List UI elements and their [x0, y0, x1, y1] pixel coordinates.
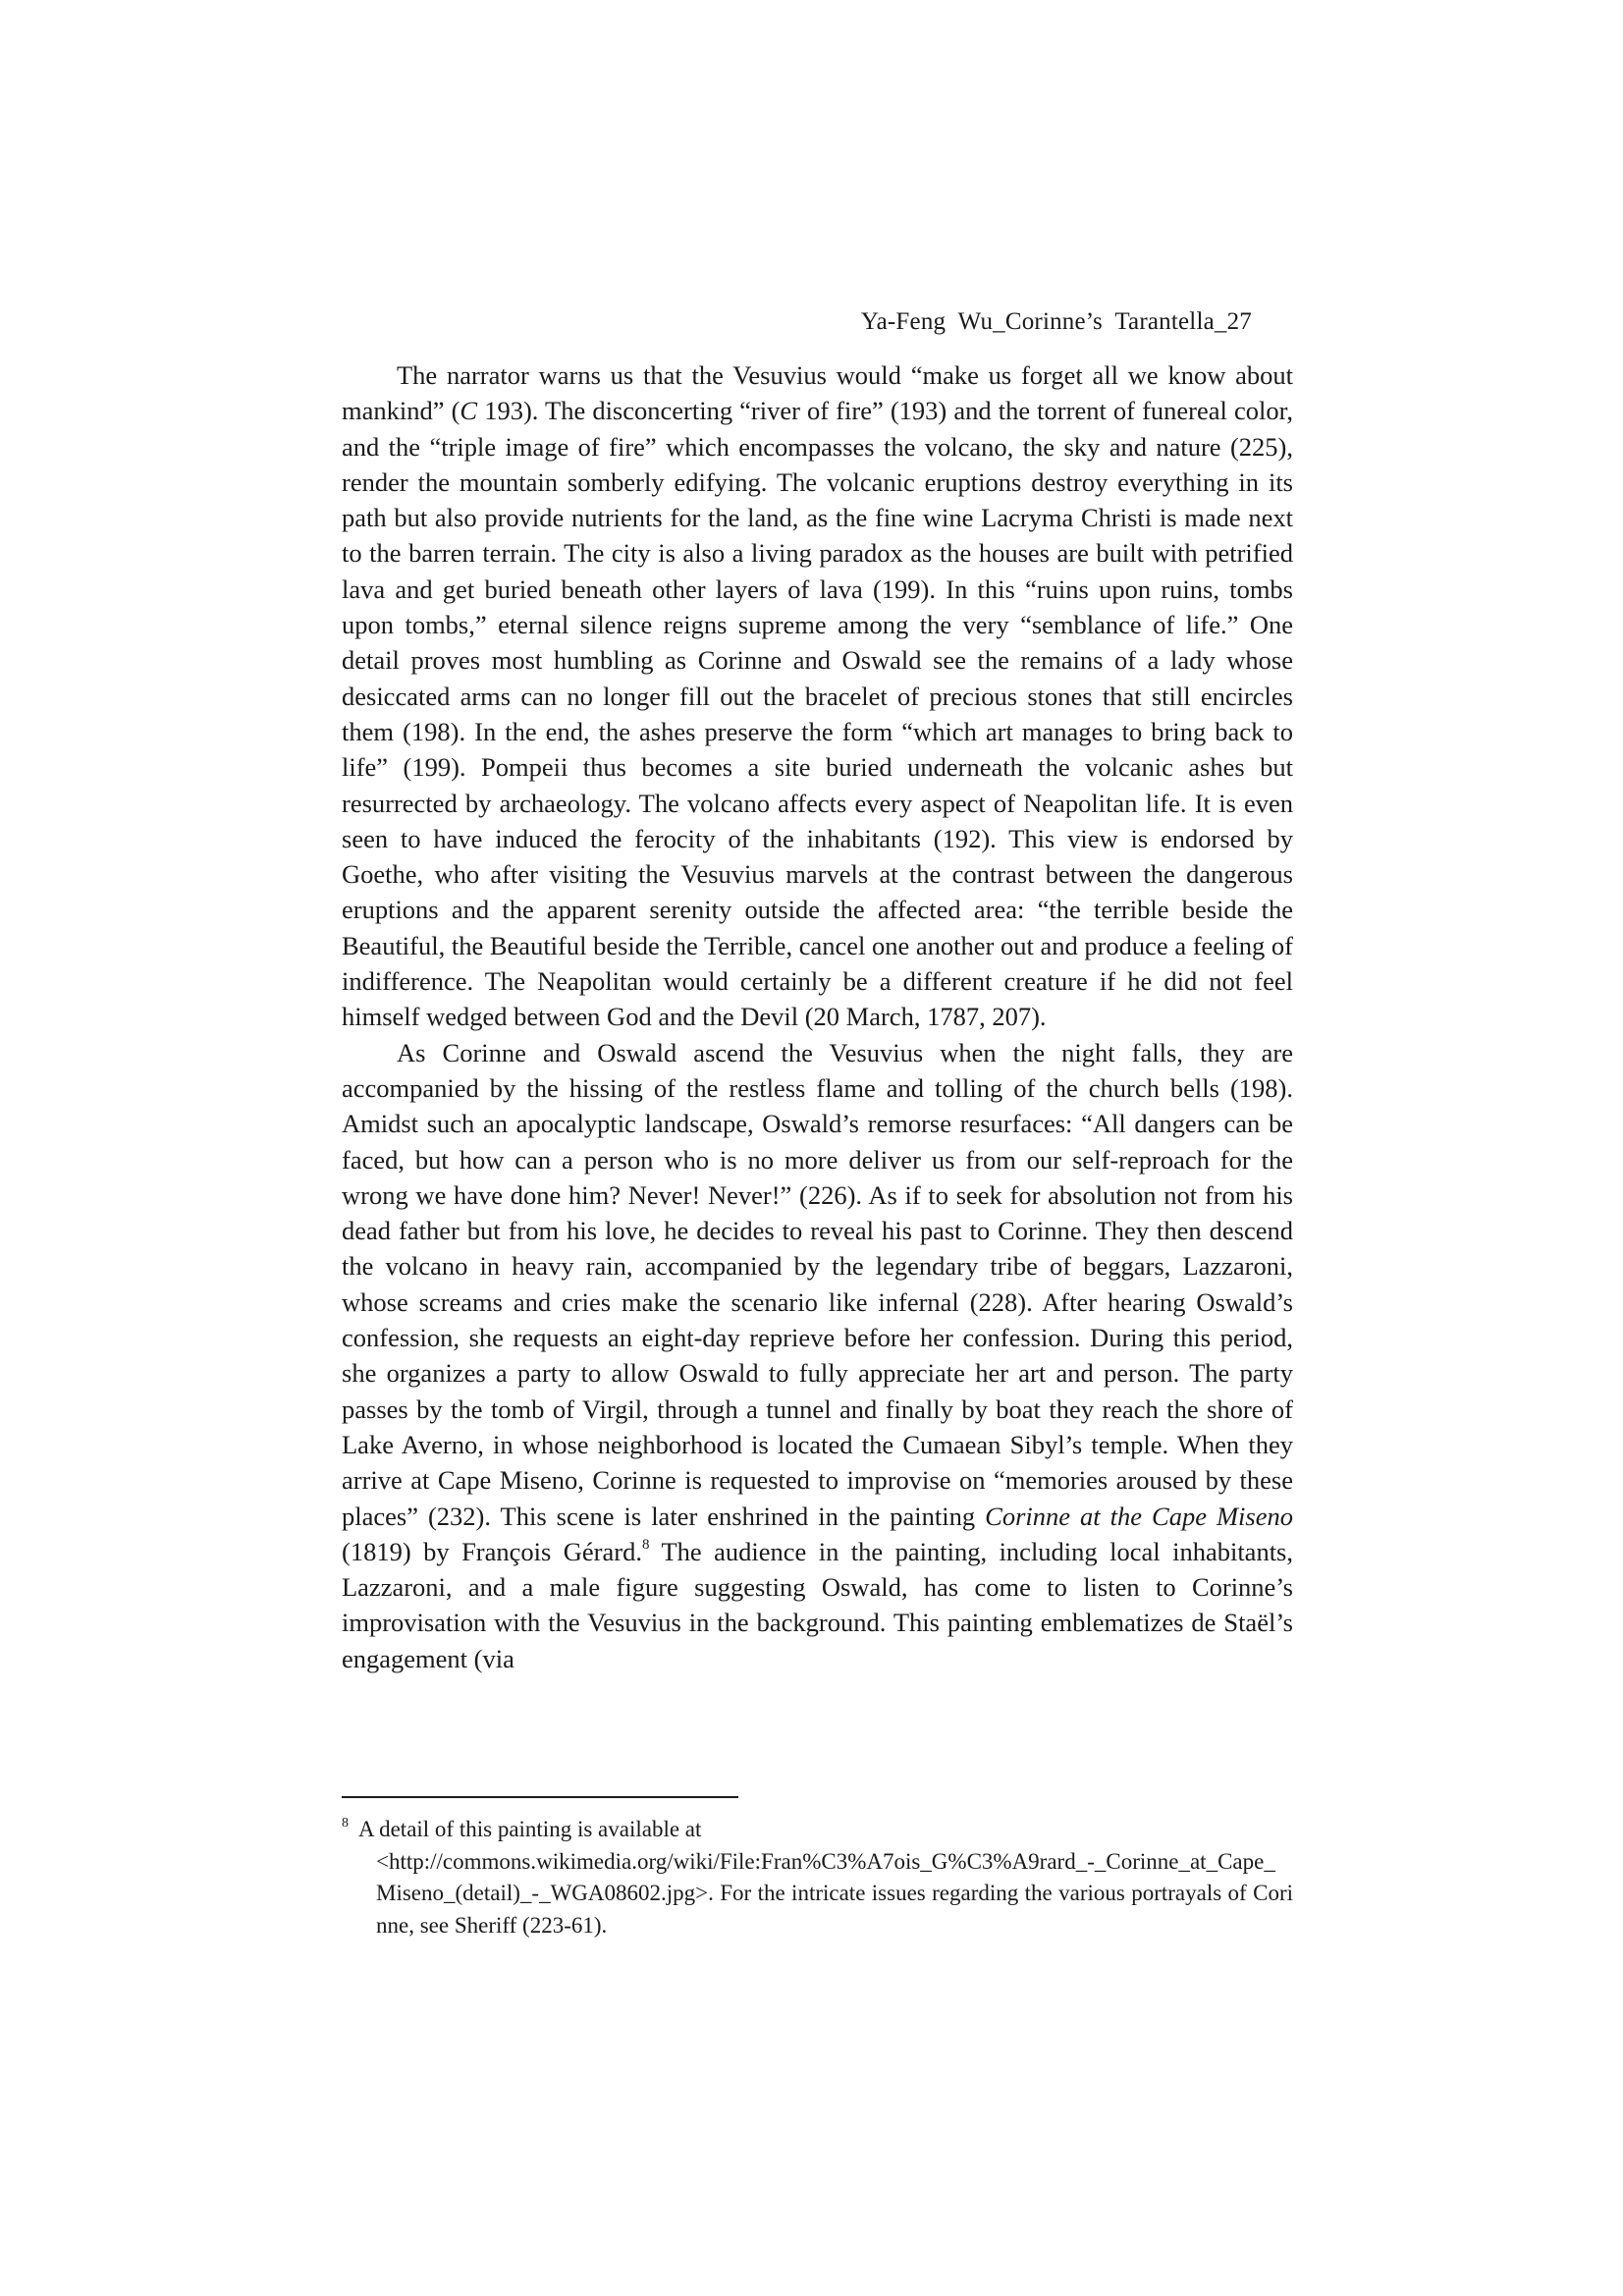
paragraph-2-text-b: (1819) by François Gérard.	[342, 1536, 642, 1566]
paragraph-1-text-b: 193). The disconcerting “river of fire” (193) and the torrent of funereal color, and the “triple image of fire” which encompasses the volcano, the sky and nature (225), render the mountain somberly edifying. The volcanic eruptions destroy everything in its path but also provide nutrients for the land, as the fine wine Lacryma Christi is made next to the barren terrain. The city is also a living paradox as the houses are built with petrified lava and get buried beneath other layers of lava (199). In this “ruins upon ruins, tombs upon tombs,” eternal silence reigns supreme among the very “semblance of life.” One detail proves most humbling as Corinne and Oswald see the remains of a lady whose desiccated arms can no longer fill out the bracelet of precious stones that still encircles them (198). In the end, the ashes preserve the form “which art manages to bring back to life” (199). Pompeii thus becomes a site buried underneath the volcanic ashes but resurrected by archaeology. The volcano affects every aspect of Neapolitan life. It is even seen to have induced the ferocity of the inhabitants (192). This view is endorsed by Goethe, who after visiting the Vesuvius marvels at the contrast between the dangerous eruptions and the apparent serenity outside the affected area: “the terrible beside the Beautiful, the Beautiful beside the Terrible, cancel one another out and produce a feeling of indifference. The Neapolitan would certainly be a different creature if he did not feel himself wedged between God and the Devil (20 March, 1787, 207).	[342, 396, 1293, 1032]
paragraph-1	[342, 357, 1293, 1035]
footnote-reference[interactable]: 8	[641, 1536, 650, 1553]
footnote	[342, 1814, 1293, 1941]
paragraph-2-text-a: As Corinne and Oswald ascend the Vesuvius when the night falls, they are accompanied by the hissing of the restless flame and tolling of the church bells (198). Amidst such an apocalyptic landscape, Oswald’s remorse resurfaces: “All dangers can be faced, but how can a person who is no more deliver us from our self-reproach for the wrong we have done him? Never! Never!” (226). As if to seek for absolution not from his dead father but from his love, he decides to reveal his past to Corinne. They then descend the volcano in heavy rain, accompanied by the legendary tribe of beggars, Lazzaroni, whose screams and cries make the scenario like infernal (228). After hearing Oswald’s confession, she requests an eight-day reprieve before her confession. During this period, she organizes a party to allow Oswald to fully appreciate her art and person. The party passes by the tomb of Virgil, through a tunnel and finally by boat they reach the shore of Lake Averno, in whose neighborhood is located the Cumaean Sibyl’s temple. When they arrive at Cape Miseno, Corinne is requested to improvise on “memories aroused by these places” (232). This scene is later enshrined in the painting	[342, 1037, 1293, 1531]
paragraph-2	[342, 1035, 1293, 1676]
footnote-number: 8	[342, 1816, 349, 1831]
running-head: Ya-Feng Wu_Corinne’s Tarantella_27	[860, 308, 1252, 335]
paragraph-2-text-c: The audience in the painting, including local inhabitants, Lazzaroni, and a male figure suggesting Oswald, has come to listen to Corinne’s improvisation with the Vesuvius in the background. This painting emblematizes de Staël’s engagement (via	[342, 1536, 1293, 1673]
footnote-intro: A detail of this painting is available at	[358, 1817, 702, 1841]
body-text	[342, 357, 1293, 1676]
citation-abbrev: C	[460, 396, 478, 426]
painting-title: Corinne at the Cape Miseno	[985, 1501, 1293, 1531]
footnote-divider	[342, 1796, 738, 1798]
paragraph-1-text-a: The narrator warns us that the Vesuvius would “make us forget all we know about mankind” (	[342, 360, 1293, 426]
footnote-text: _Cape_Miseno_(detail)_-_WGA08602.jpg>. For the intricate issues regarding the various portrayals of Corinne, see Sheriff (223-61).	[376, 1848, 1293, 1938]
footnote-body	[342, 1846, 1293, 1942]
footnote-first-line	[342, 1814, 1293, 1846]
footnote-url[interactable]: <http://commons.wikimedia.org/wiki/File:Fran%C3%A7ois_G%C3%A9rard_-_Corinne_at	[376, 1848, 1207, 1874]
